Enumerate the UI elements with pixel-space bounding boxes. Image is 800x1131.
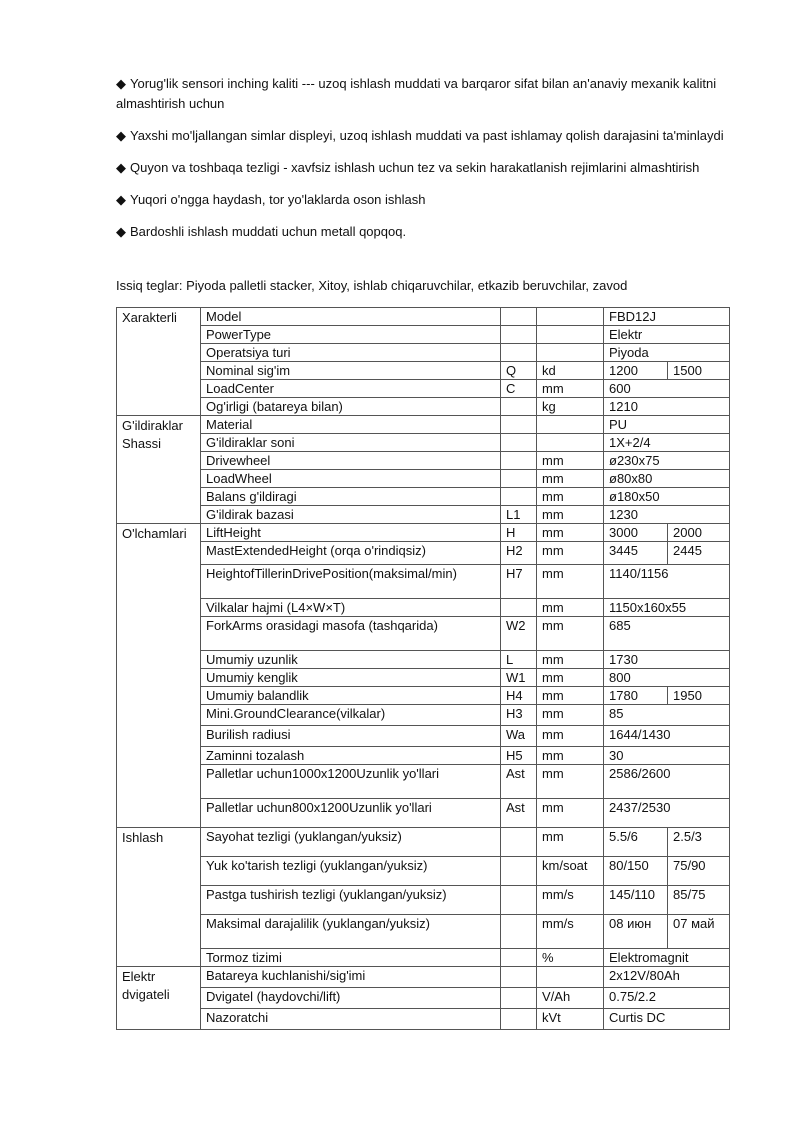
table-row bbox=[117, 949, 730, 967]
param-value-alt: 07 май bbox=[668, 915, 730, 949]
diamond-bullet-icon: ◆ bbox=[116, 160, 126, 175]
table-row bbox=[117, 828, 730, 857]
param-value: 2586/2600 bbox=[604, 765, 730, 799]
table-row bbox=[117, 398, 730, 416]
param-symbol bbox=[501, 828, 537, 857]
param-unit bbox=[537, 326, 604, 344]
param-value: Elektr bbox=[604, 326, 730, 344]
param-name: Zaminni tozalash bbox=[201, 747, 501, 765]
param-symbol bbox=[501, 967, 537, 988]
table-row bbox=[117, 726, 730, 747]
table-row bbox=[117, 434, 730, 452]
param-value: 30 bbox=[604, 747, 730, 765]
table-row bbox=[117, 308, 730, 326]
param-value: ø230x75 bbox=[604, 452, 730, 470]
param-name: LoadCenter bbox=[201, 380, 501, 398]
param-unit: mm bbox=[537, 687, 604, 705]
table-row bbox=[117, 651, 730, 669]
param-value: 80/150 bbox=[604, 857, 668, 886]
param-value: ø80x80 bbox=[604, 470, 730, 488]
param-unit bbox=[537, 416, 604, 434]
param-value: 08 июн bbox=[604, 915, 668, 949]
table-row bbox=[117, 617, 730, 651]
param-symbol bbox=[501, 326, 537, 344]
param-symbol: L bbox=[501, 651, 537, 669]
param-name: Vilkalar hajmi (L4×W×T) bbox=[201, 599, 501, 617]
param-unit: mm bbox=[537, 747, 604, 765]
table-row bbox=[117, 915, 730, 949]
table-row bbox=[117, 988, 730, 1009]
feature-list bbox=[116, 74, 756, 254]
param-name: G'ildirak bazasi bbox=[201, 506, 501, 524]
param-name: Dvigatel (haydovchi/lift) bbox=[201, 988, 501, 1009]
param-value: Curtis DC bbox=[604, 1009, 730, 1030]
table-row bbox=[117, 765, 730, 799]
table-row bbox=[117, 1009, 730, 1030]
param-symbol bbox=[501, 434, 537, 452]
param-value: 145/110 bbox=[604, 886, 668, 915]
param-symbol: C bbox=[501, 380, 537, 398]
feature-item: ◆ Quyon va toshbaqa tezligi - xavfsiz ishlash uchun tez va sekin harakatlanish rejimlarini almashtirish bbox=[116, 158, 756, 178]
param-value: 1140/1156 bbox=[604, 565, 730, 599]
param-symbol: H bbox=[501, 524, 537, 542]
diamond-bullet-icon: ◆ bbox=[116, 76, 126, 91]
param-name: PowerType bbox=[201, 326, 501, 344]
param-symbol: H2 bbox=[501, 542, 537, 565]
param-value: 1644/1430 bbox=[604, 726, 730, 747]
param-value: 1730 bbox=[604, 651, 730, 669]
category-cell: Xarakterli bbox=[117, 308, 201, 416]
param-unit: mm/s bbox=[537, 915, 604, 949]
param-unit: mm bbox=[537, 542, 604, 565]
param-unit bbox=[537, 308, 604, 326]
feature-item: ◆ Yuqori o'ngga haydash, tor yo'laklarda oson ishlash bbox=[116, 190, 756, 210]
param-name: Yuk ko'tarish tezligi (yuklangan/yuksiz) bbox=[201, 857, 501, 886]
param-value-alt: 75/90 bbox=[668, 857, 730, 886]
param-value-alt: 2445 bbox=[668, 542, 730, 565]
table-row bbox=[117, 542, 730, 565]
param-unit: mm/s bbox=[537, 886, 604, 915]
param-unit: mm bbox=[537, 470, 604, 488]
param-symbol: Ast bbox=[501, 799, 537, 828]
param-name: G'ildiraklar soni bbox=[201, 434, 501, 452]
param-value-alt: 2000 bbox=[668, 524, 730, 542]
param-unit: kVt bbox=[537, 1009, 604, 1030]
table-row bbox=[117, 747, 730, 765]
param-value: 1X+2/4 bbox=[604, 434, 730, 452]
param-value: 5.5/6 bbox=[604, 828, 668, 857]
param-unit: V/Ah bbox=[537, 988, 604, 1009]
param-unit: mm bbox=[537, 506, 604, 524]
param-unit: mm bbox=[537, 705, 604, 726]
table-row bbox=[117, 488, 730, 506]
param-unit bbox=[537, 344, 604, 362]
param-symbol bbox=[501, 949, 537, 967]
table-row bbox=[117, 687, 730, 705]
table-row bbox=[117, 967, 730, 988]
param-symbol bbox=[501, 488, 537, 506]
param-name: Palletlar uchun1000x1200Uzunlik yo'llari bbox=[201, 765, 501, 799]
param-symbol: H5 bbox=[501, 747, 537, 765]
param-value: 1780 bbox=[604, 687, 668, 705]
param-unit: mm bbox=[537, 799, 604, 828]
param-name: Drivewheel bbox=[201, 452, 501, 470]
param-name: Umumiy balandlik bbox=[201, 687, 501, 705]
param-symbol bbox=[501, 915, 537, 949]
param-value: 3000 bbox=[604, 524, 668, 542]
feature-item: ◆ Yorug'lik sensori inching kaliti --- uzoq ishlash muddati va barqaror sifat bilan an'anaviy mexanik kalitni almashtirish uchun bbox=[116, 76, 717, 111]
param-value: 3445 bbox=[604, 542, 668, 565]
param-name: LoadWheel bbox=[201, 470, 501, 488]
param-name: LiftHeight bbox=[201, 524, 501, 542]
param-symbol bbox=[501, 1009, 537, 1030]
table-row bbox=[117, 380, 730, 398]
param-value-alt: 85/75 bbox=[668, 886, 730, 915]
param-name: Nazoratchi bbox=[201, 1009, 501, 1030]
param-name: Pastga tushirish tezligi (yuklangan/yuksiz) bbox=[201, 886, 501, 915]
table-row bbox=[117, 799, 730, 828]
param-unit: mm bbox=[537, 765, 604, 799]
param-unit: mm bbox=[537, 452, 604, 470]
param-symbol bbox=[501, 988, 537, 1009]
param-name: Sayohat tezligi (yuklangan/yuksiz) bbox=[201, 828, 501, 857]
param-value: 85 bbox=[604, 705, 730, 726]
param-value: FBD12J bbox=[604, 308, 730, 326]
param-name: MastExtendedHeight (orqa o'rindiqsiz) bbox=[201, 542, 501, 565]
table-row bbox=[117, 362, 730, 380]
param-name: Burilish radiusi bbox=[201, 726, 501, 747]
param-value: Elektromagnit bbox=[604, 949, 730, 967]
param-name: HeightofTillerinDrivePosition(maksimal/min) bbox=[201, 565, 501, 599]
param-symbol bbox=[501, 886, 537, 915]
param-value: 1230 bbox=[604, 506, 730, 524]
table-row bbox=[117, 669, 730, 687]
hot-tags-line: Issiq teglar: Piyoda palletli stacker, Xitoy, ishlab chiqaruvchilar, etkazib beruvchilar, zavod bbox=[116, 278, 628, 293]
diamond-bullet-icon: ◆ bbox=[116, 192, 126, 207]
category-cell: O'lchamlari bbox=[117, 524, 201, 828]
category-cell: Elektr dvigateli bbox=[117, 967, 201, 1030]
param-unit: kg bbox=[537, 398, 604, 416]
param-name: Nominal sig'im bbox=[201, 362, 501, 380]
param-unit: mm bbox=[537, 488, 604, 506]
param-value-alt: 1950 bbox=[668, 687, 730, 705]
param-name: Material bbox=[201, 416, 501, 434]
feature-item: ◆ Yaxshi mo'ljallangan simlar displeyi, uzoq ishlash muddati va past ishlamay qolish darajasini ta'minlaydi bbox=[116, 126, 756, 146]
param-value-alt: 2.5/3 bbox=[668, 828, 730, 857]
param-symbol: Wa bbox=[501, 726, 537, 747]
param-symbol: W1 bbox=[501, 669, 537, 687]
param-name: Umumiy uzunlik bbox=[201, 651, 501, 669]
table-row bbox=[117, 470, 730, 488]
param-value: 2x12V/80Ah bbox=[604, 967, 730, 988]
table-row bbox=[117, 886, 730, 915]
param-name: Model bbox=[201, 308, 501, 326]
param-symbol: H7 bbox=[501, 565, 537, 599]
param-symbol bbox=[501, 857, 537, 886]
param-symbol bbox=[501, 398, 537, 416]
param-unit: mm bbox=[537, 565, 604, 599]
param-symbol: Q bbox=[501, 362, 537, 380]
param-name: Tormoz tizimi bbox=[201, 949, 501, 967]
table-row bbox=[117, 416, 730, 434]
param-unit: % bbox=[537, 949, 604, 967]
table-row bbox=[117, 506, 730, 524]
param-symbol: Ast bbox=[501, 765, 537, 799]
param-value: 1210 bbox=[604, 398, 730, 416]
param-value: 800 bbox=[604, 669, 730, 687]
param-name: Mini.GroundClearance(vilkalar) bbox=[201, 705, 501, 726]
table-row bbox=[117, 344, 730, 362]
param-name: Balans g'ildiragi bbox=[201, 488, 501, 506]
param-name: Umumiy kenglik bbox=[201, 669, 501, 687]
table-row bbox=[117, 705, 730, 726]
param-unit: mm bbox=[537, 617, 604, 651]
param-unit: mm bbox=[537, 828, 604, 857]
diamond-bullet-icon: ◆ bbox=[116, 128, 126, 143]
diamond-bullet-icon: ◆ bbox=[116, 224, 126, 239]
param-symbol bbox=[501, 470, 537, 488]
param-name: Operatsiya turi bbox=[201, 344, 501, 362]
param-unit bbox=[537, 434, 604, 452]
param-symbol bbox=[501, 416, 537, 434]
param-value: PU bbox=[604, 416, 730, 434]
param-symbol: H3 bbox=[501, 705, 537, 726]
param-value-alt: 1500 bbox=[668, 362, 730, 380]
param-symbol bbox=[501, 344, 537, 362]
param-value: 600 bbox=[604, 380, 730, 398]
param-value: 0.75/2.2 bbox=[604, 988, 730, 1009]
param-symbol: H4 bbox=[501, 687, 537, 705]
param-value: 685 bbox=[604, 617, 730, 651]
param-name: Batareya kuchlanishi/sig'imi bbox=[201, 967, 501, 988]
param-symbol: L1 bbox=[501, 506, 537, 524]
specification-table bbox=[116, 307, 730, 1030]
param-unit: mm bbox=[537, 669, 604, 687]
param-name: Maksimal darajalilik (yuklangan/yuksiz) bbox=[201, 915, 501, 949]
param-value: ø180x50 bbox=[604, 488, 730, 506]
table-row bbox=[117, 452, 730, 470]
table-row bbox=[117, 857, 730, 886]
param-unit bbox=[537, 967, 604, 988]
param-unit: mm bbox=[537, 524, 604, 542]
category-cell: G'ildiraklar Shassi bbox=[117, 416, 201, 524]
param-value: Piyoda bbox=[604, 344, 730, 362]
table-row bbox=[117, 565, 730, 599]
feature-item: ◆ Bardoshli ishlash muddati uchun metall qopqoq. bbox=[116, 222, 756, 242]
table-row bbox=[117, 599, 730, 617]
param-name: Og'irligi (batareya bilan) bbox=[201, 398, 501, 416]
param-name: ForkArms orasidagi masofa (tashqarida) bbox=[201, 617, 501, 651]
param-unit: kd bbox=[537, 362, 604, 380]
param-unit: km/soat bbox=[537, 857, 604, 886]
param-unit: mm bbox=[537, 599, 604, 617]
param-name: Palletlar uchun800x1200Uzunlik yo'llari bbox=[201, 799, 501, 828]
table-row bbox=[117, 326, 730, 344]
category-cell: Ishlash bbox=[117, 828, 201, 967]
param-symbol bbox=[501, 452, 537, 470]
param-unit: mm bbox=[537, 380, 604, 398]
param-symbol bbox=[501, 599, 537, 617]
param-value: 1150x160x55 bbox=[604, 599, 730, 617]
param-unit: mm bbox=[537, 726, 604, 747]
param-symbol bbox=[501, 308, 537, 326]
param-value: 1200 bbox=[604, 362, 668, 380]
param-symbol: W2 bbox=[501, 617, 537, 651]
param-unit: mm bbox=[537, 651, 604, 669]
table-row bbox=[117, 524, 730, 542]
param-value: 2437/2530 bbox=[604, 799, 730, 828]
